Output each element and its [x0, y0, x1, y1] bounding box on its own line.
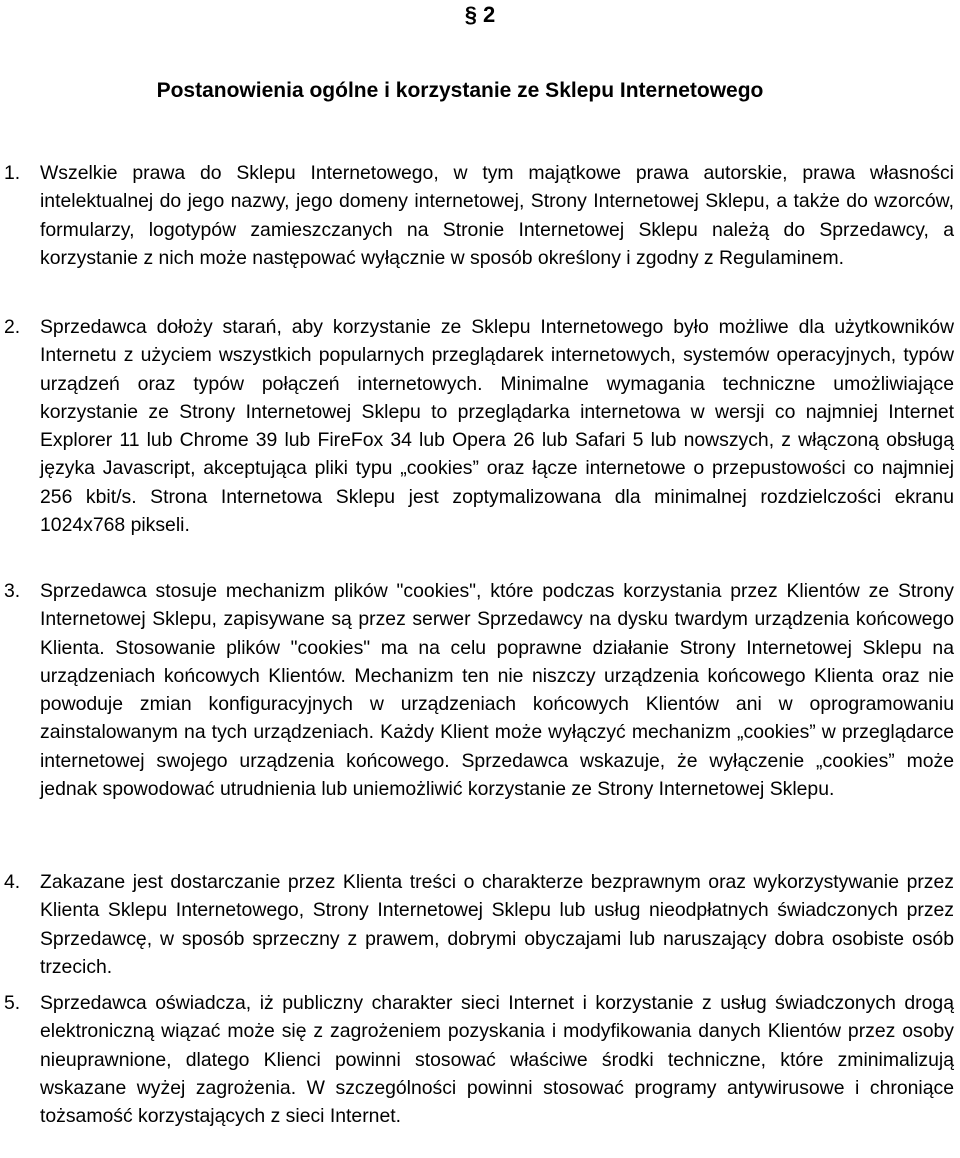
- list-item: [4, 159, 954, 272]
- list-item-text: Sprzedawca oświadcza, iż publiczny charakter sieci Internet i korzystanie z usług świadczonych drogą elektroniczną wiązać może się z zagrożeniem pozyskania i modyfikowania danych Klientów przez osoby nieuprawnione, dlatego Klienci powinni stosować właściwe środki techniczne, które zminimalizują wskazane wyżej zagrożenia. W szczególności powinni stosować programy antywirusowe i chroniące tożsamość korzystających z sieci Internet.: [40, 992, 954, 1128]
- list-item-number: 4.: [4, 871, 21, 893]
- list-item-text: Sprzedawca stosuje mechanizm plików "cookies", które podczas korzystania przez Klientów ze Strony Internetowej Sklepu, zapisywane są przez serwer Sprzedawcy na dysku twardym urządzenia końcowego Klienta. Stosowanie plików "cookies" ma na celu poprawne działanie Strony Internetowej Sklepu na urządzeniach końcowych Klientów. Mechanizm ten nie niszczy urządzenia końcowego Klienta oraz nie powoduje zmian konfiguracyjnych w urządzeniach końcowych Klientów ani w oprogramowaniu zainstalowanym na tych urządzeniach. Każdy Klient może wyłączyć mechanizm „cookies” w przeglądarce internetowej swojego urządzenia końcowego. Sprzedawca wskazuje, że wyłączenie „cookies” może jednak spowodować utrudnienia lub uniemożliwić korzystanie ze Strony Internetowej Sklepu.: [40, 580, 954, 801]
- list-item: [4, 868, 954, 981]
- list-item-text: Wszelkie prawa do Sklepu Internetowego, w tym majątkowe prawa autorskie, prawa własności intelektualnej do jego nazwy, jego domeny internetowej, Strony Internetowej Sklepu, a także do wzorców, formularzy, logotypów zamieszczanych na Stronie Internetowej Sklepu należą do Sprzedawcy, a korzystanie z nich może następować wyłącznie w sposób określony i zgodny z Regulaminem.: [40, 162, 954, 269]
- list-item: [4, 313, 954, 539]
- list-item-number: 1.: [4, 162, 21, 184]
- list-item-text: Sprzedawca dołoży starań, aby korzystanie ze Sklepu Internetowego było możliwe dla użytkowników Internetu z użyciem wszystkich popularnych przeglądarek internetowych, systemów operacyjnych, typów urządzeń oraz typów połączeń internetowych. Minimalne wymagania techniczne umożliwiające korzystanie ze Strony Internetowej Sklepu to przeglądarka internetowa w wersji co najmniej Internet Explorer 11 lub Chrome 39 lub FireFox 34 lub Opera 26 lub Safari 5 lub nowszych, z włączoną obsługą języka Javascript, akceptująca pliki typu „cookies” oraz łącze internetowe o przepustowości co najmniej 256 kbit/s. Strona Internetowa Sklepu jest zoptymalizowana dla minimalnej rozdzielczości ekranu 1024x768 pikseli.: [40, 316, 954, 537]
- list-item: [4, 989, 954, 1130]
- list-item-number: 3.: [4, 580, 21, 602]
- section-mark: § 2: [464, 2, 496, 27]
- section-title: Postanowienia ogólne i korzystanie ze Sklepu Internetowego: [156, 79, 764, 102]
- list-item-text: Zakazane jest dostarczanie przez Klienta treści o charakterze bezprawnym oraz wykorzystywanie przez Klienta Sklepu Internetowego, Strony Internetowej Sklepu lub usług nieodpłatnych świadczonych przez Sprzedawcę, w sposób sprzeczny z prawem, dobrymi obyczajami lub naruszający dobra osobiste osób trzecich.: [40, 871, 954, 978]
- list-item-number: 2.: [4, 316, 21, 338]
- list-item: [4, 577, 954, 803]
- list-item-number: 5.: [4, 992, 21, 1014]
